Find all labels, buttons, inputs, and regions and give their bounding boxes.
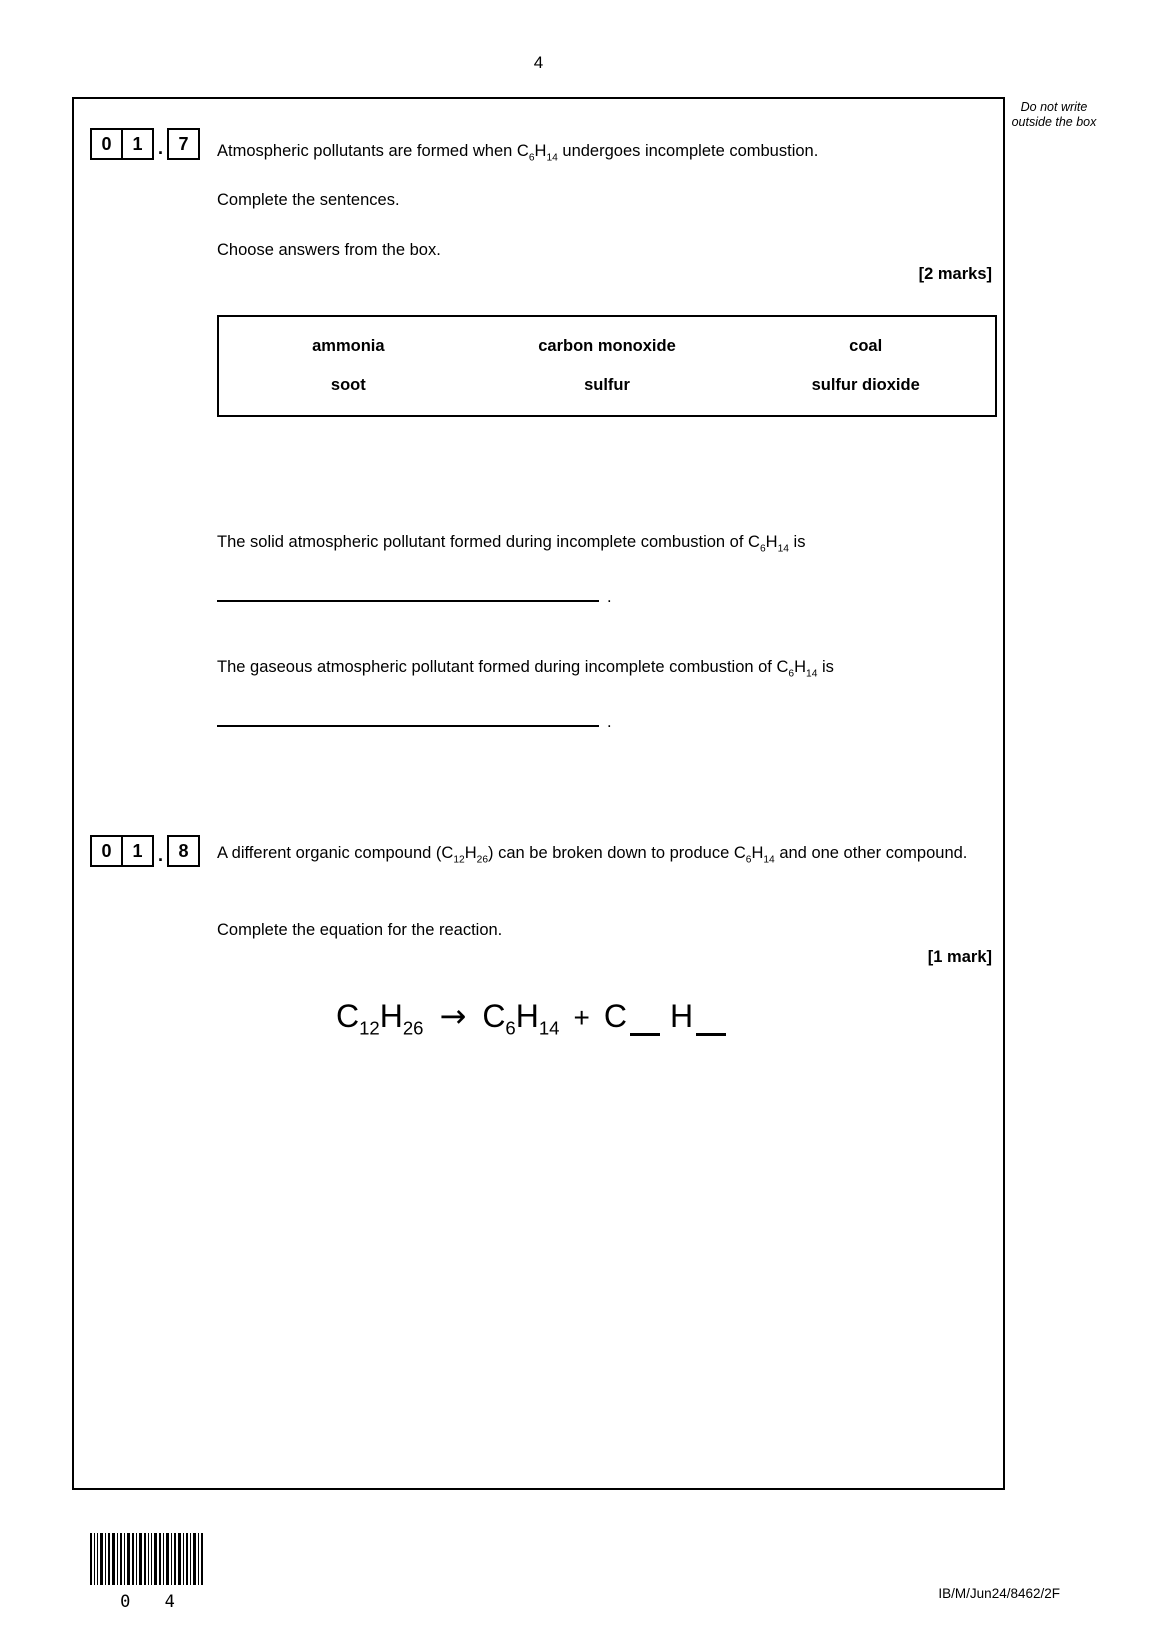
blank-period: . — [607, 713, 612, 731]
choice-sulfur-dioxide: sulfur dioxide — [811, 376, 920, 394]
choice-sulfur: sulfur — [584, 376, 630, 394]
question-number-017 — [90, 128, 200, 160]
choices-row — [219, 376, 995, 395]
page-number: 4 — [533, 53, 544, 72]
q17-marks-label: [2 marks] — [918, 265, 992, 283]
choice-soot: soot — [330, 376, 366, 394]
choice-coal: coal — [849, 337, 883, 355]
question-number-digit: 8 — [167, 835, 200, 867]
content-border-box — [72, 97, 1005, 1490]
answer-blank-row — [217, 707, 612, 729]
q18-intro-text: A different organic compound $(C_{12}H_{26})$ can be broken down to produce $C_6H_{14}$ and one other compound. — [217, 844, 968, 866]
choice-carbon-monoxide: carbon monoxide — [538, 337, 676, 355]
question-number-dot: . — [158, 138, 164, 158]
carbon-subscript-blank[interactable] — [630, 1032, 660, 1036]
answer-blank-gaseous[interactable] — [217, 707, 599, 727]
choice-ammonia: ammonia — [312, 337, 385, 355]
equation-hydrogen-symbol: H — [669, 998, 694, 1034]
answer-choices-box — [217, 315, 997, 417]
equation-plus-sign: + — [573, 1002, 590, 1033]
q18-marks-label: [1 mark] — [927, 948, 992, 966]
question-number-digit: 1 — [121, 128, 154, 160]
question-number-digit: 7 — [167, 128, 200, 160]
q17-sentence-gaseous: The gaseous atmospheric pollutant formed during incomplete combustion of $C_6H_{14}$ is — [217, 658, 834, 680]
q17-instruction-sentences: Complete the sentences. — [217, 191, 400, 209]
do-not-write-note: Do not write outside the box — [1011, 100, 1097, 129]
question-number-018 — [90, 835, 200, 867]
question-number-dot: . — [158, 845, 164, 865]
q17-instruction-choose: Choose answers from the box. — [217, 241, 441, 259]
barcode-digits: 0 4 — [120, 1592, 187, 1612]
q17-intro-text: Atmospheric pollutants are formed when $C_6H_{14}$ undergoes incomplete combustion. — [217, 142, 819, 164]
page-barcode — [90, 1533, 205, 1612]
equation-reactant: $C_{12}H_{26}$ — [336, 998, 424, 1039]
question-number-digit: 0 — [90, 835, 123, 867]
chemical-equation — [336, 997, 736, 1039]
hydrogen-subscript-blank[interactable] — [696, 1032, 726, 1036]
barcode-icon — [90, 1533, 205, 1585]
blank-period: . — [607, 588, 612, 606]
arrow-right-icon: → — [439, 997, 467, 1035]
answer-blank-row — [217, 582, 612, 604]
choices-row — [219, 337, 995, 356]
equation-product1: $C_6H_{14}$ — [482, 998, 560, 1039]
question-number-digit: 1 — [121, 835, 154, 867]
q18-instruction-equation: Complete the equation for the reaction. — [217, 921, 503, 939]
q17-sentence-solid: The solid atmospheric pollutant formed during incomplete combustion of $C_6H_{14}$ is — [217, 533, 806, 555]
question-number-digit: 0 — [90, 128, 123, 160]
answer-blank-solid[interactable] — [217, 582, 599, 602]
footer-paper-code: IB/M/Jun24/8462/2F — [938, 1586, 1060, 1601]
equation-carbon-symbol: C — [603, 998, 627, 1034]
